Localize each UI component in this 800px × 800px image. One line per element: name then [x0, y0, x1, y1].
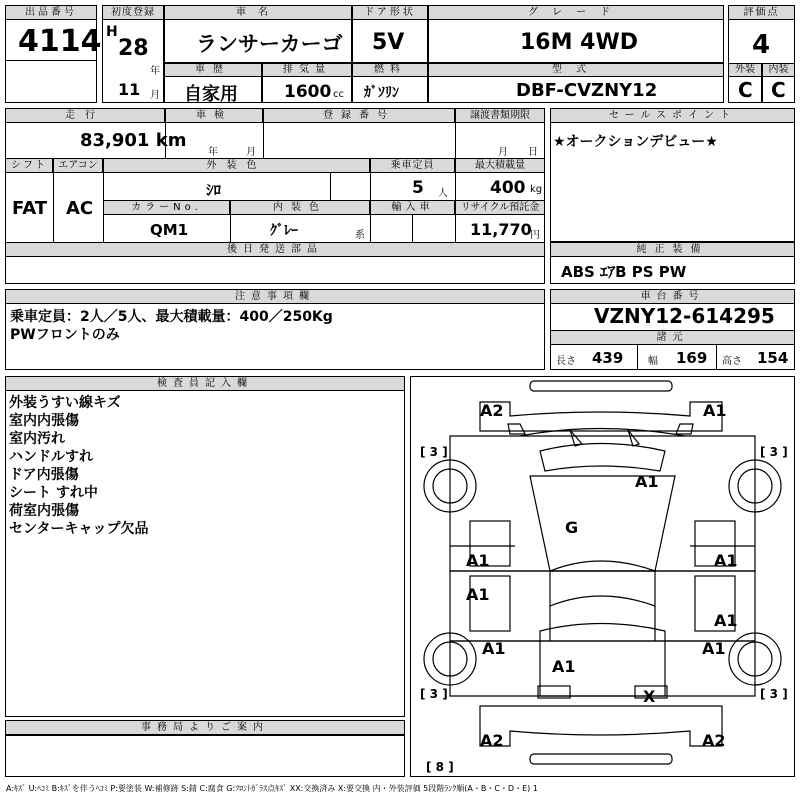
capacity: 5	[412, 178, 424, 198]
door-label: ドア形状	[352, 5, 428, 20]
interior-color: ｸﾞﾚｰ	[270, 223, 298, 239]
car-name-label: 車名	[164, 5, 352, 20]
insp-month-unit: 月	[246, 147, 256, 158]
displacement-unit: cc	[333, 89, 344, 100]
transfer-day-unit: 日	[528, 147, 538, 158]
score-label: 評価点	[728, 5, 795, 20]
exterior-score: C	[738, 78, 753, 102]
car-diagram	[410, 376, 795, 777]
reg-no-label: 登録番号	[263, 108, 455, 123]
tire-rear-left: [ 3 ]	[420, 687, 448, 701]
insp-year-unit: 年	[208, 147, 218, 158]
exterior-label: 外装	[728, 63, 762, 77]
recycle-unit: 円	[530, 230, 540, 241]
shift: FAT	[12, 198, 48, 219]
int-color-label: 内装色	[230, 200, 370, 215]
equipment: ABS ｴｱB PS PW	[561, 263, 687, 281]
color-no-label: カラーNo.	[103, 200, 230, 215]
office-box	[5, 735, 405, 777]
import-label: 輸入車	[370, 200, 455, 215]
recycle-fee: 11,770	[470, 220, 532, 239]
ac-label: エアコン	[53, 158, 103, 173]
inspector-line: 荷室内張傷	[9, 503, 79, 519]
spec-label: 諸元	[550, 330, 795, 345]
first-reg-label: 初度登録	[102, 5, 164, 20]
mark-rear-door-right: A1	[714, 611, 738, 630]
exterior-color: ｼﾛ	[206, 181, 222, 199]
month-unit: 月	[150, 90, 160, 101]
height: 154	[757, 349, 789, 367]
tire-rear-right: [ 3 ]	[760, 687, 788, 701]
notes-line-2: PWフロントのみ	[10, 327, 120, 343]
sales-point: ★オークションデビュー★	[553, 134, 718, 150]
inspector-line: ハンドルすれ	[9, 449, 93, 465]
lot-label: 出品番号	[5, 5, 97, 20]
ac: AC	[66, 198, 94, 219]
mark-front-door-right: A1	[714, 551, 738, 570]
mileage-label: 走行	[5, 108, 165, 123]
recycle-label: リサイクル預託金	[455, 200, 545, 215]
length-label: 長さ	[556, 356, 576, 367]
transfer-month-unit: 月	[498, 147, 508, 158]
inspector-line: 室内内張傷	[9, 413, 79, 429]
transfer-label: 譲渡書類期限	[455, 108, 545, 123]
mark-front-bumper-right: A1	[703, 401, 727, 420]
inspector-line: 室内汚れ	[9, 431, 65, 447]
score: 4	[752, 30, 771, 60]
first-reg-month: 11	[118, 80, 141, 99]
legend: A:ｷｽﾞ U:ﾍｺﾐ B:ｷｽﾞを伴うﾍｺﾐ P:要塗装 W:補修跡 S:錆 C:腐食 G:ﾌﾛﾝﾄｶﾞﾗｽ点ｷｽﾞ XX:交換済み X:要交換 内・外装評価 5段階ﾗﾝｸ順(A・B・C・D・E) 1	[6, 784, 538, 793]
chassis-label: 車台番号	[550, 289, 795, 304]
spare-tire: [ 8 ]	[426, 760, 454, 774]
max-load: 400	[490, 178, 526, 198]
mark-front-door-left: A1	[466, 551, 490, 570]
interior-score: C	[771, 78, 786, 102]
inspection-label: 車検	[165, 108, 263, 123]
tire-front-right: [ 3 ]	[760, 445, 788, 459]
color-label: 外装色	[103, 158, 370, 173]
model: DBF-CVZNY12	[516, 80, 658, 101]
year-unit: 年	[150, 66, 160, 77]
interior-label: 内装	[762, 63, 795, 77]
mark-rear-fender-left: A1	[482, 639, 506, 658]
mark-rear-bumper-left: A2	[480, 731, 504, 750]
width-label: 幅	[648, 356, 658, 367]
notes-label: 注意事項欄	[5, 289, 545, 304]
shift-label: シフト	[5, 158, 53, 173]
capacity-unit: 人	[438, 188, 448, 199]
grade-label: グレード	[428, 5, 724, 20]
later-parts-label: 後日発送部品	[5, 242, 545, 257]
chassis-number: VZNY12-614295	[594, 304, 775, 328]
inspector-line: ドア内張傷	[9, 467, 79, 483]
office-label: 事務局よりご案内	[5, 720, 405, 735]
sales-box	[550, 108, 795, 242]
car-name: ランサーカーゴ	[196, 32, 343, 56]
color-no: QM1	[150, 221, 189, 239]
int-color-unit: 系	[355, 230, 365, 241]
tire-front-left: [ 3 ]	[420, 445, 448, 459]
inspector-line: センターキャップ欠品	[9, 521, 149, 537]
mark-roof-rear: A1	[552, 657, 576, 676]
model-label: 型式	[428, 63, 724, 77]
fuel-label: 燃料	[352, 63, 428, 77]
history-label: 車歴	[164, 63, 262, 77]
mark-rear-panel: X	[643, 687, 656, 706]
door-type: 5V	[372, 30, 405, 55]
mileage: 83,901 km	[80, 130, 187, 151]
grade: 16M 4WD	[520, 30, 639, 55]
mark-glass: G	[565, 518, 579, 537]
mark-rear-fender-right: A1	[702, 639, 726, 658]
era: H	[106, 24, 118, 40]
displacement: 1600	[284, 82, 332, 102]
length: 439	[592, 349, 624, 367]
sales-label: セールスポイント	[550, 108, 795, 123]
fuel: ｶﾞｿﾘﾝ	[364, 85, 399, 101]
history: 自家用	[184, 84, 238, 105]
mark-hood: A1	[635, 472, 659, 491]
notes-line-1: 乗車定員：2人／5人、最大積載量：400／250Kg	[10, 309, 333, 325]
inspector-line: シート すれ中	[9, 485, 98, 501]
inspector-line: 外装うすい線キズ	[9, 395, 121, 411]
max-load-label: 最大積載量	[455, 158, 545, 173]
lot-number: 4114	[18, 24, 102, 59]
inspector-label: 検査員記入欄	[5, 376, 405, 391]
width: 169	[676, 349, 708, 367]
mark-rear-door-left: A1	[466, 585, 490, 604]
height-label: 高さ	[722, 356, 742, 367]
first-reg-year: 28	[118, 36, 149, 61]
max-load-unit: kg	[530, 184, 543, 195]
capacity-label: 乗車定員	[370, 158, 455, 173]
equipment-label: 純正装備	[550, 242, 795, 257]
displacement-label: 排気量	[262, 63, 352, 77]
mark-rear-bumper-right: A2	[702, 731, 726, 750]
mark-front-bumper-left: A2	[480, 401, 504, 420]
